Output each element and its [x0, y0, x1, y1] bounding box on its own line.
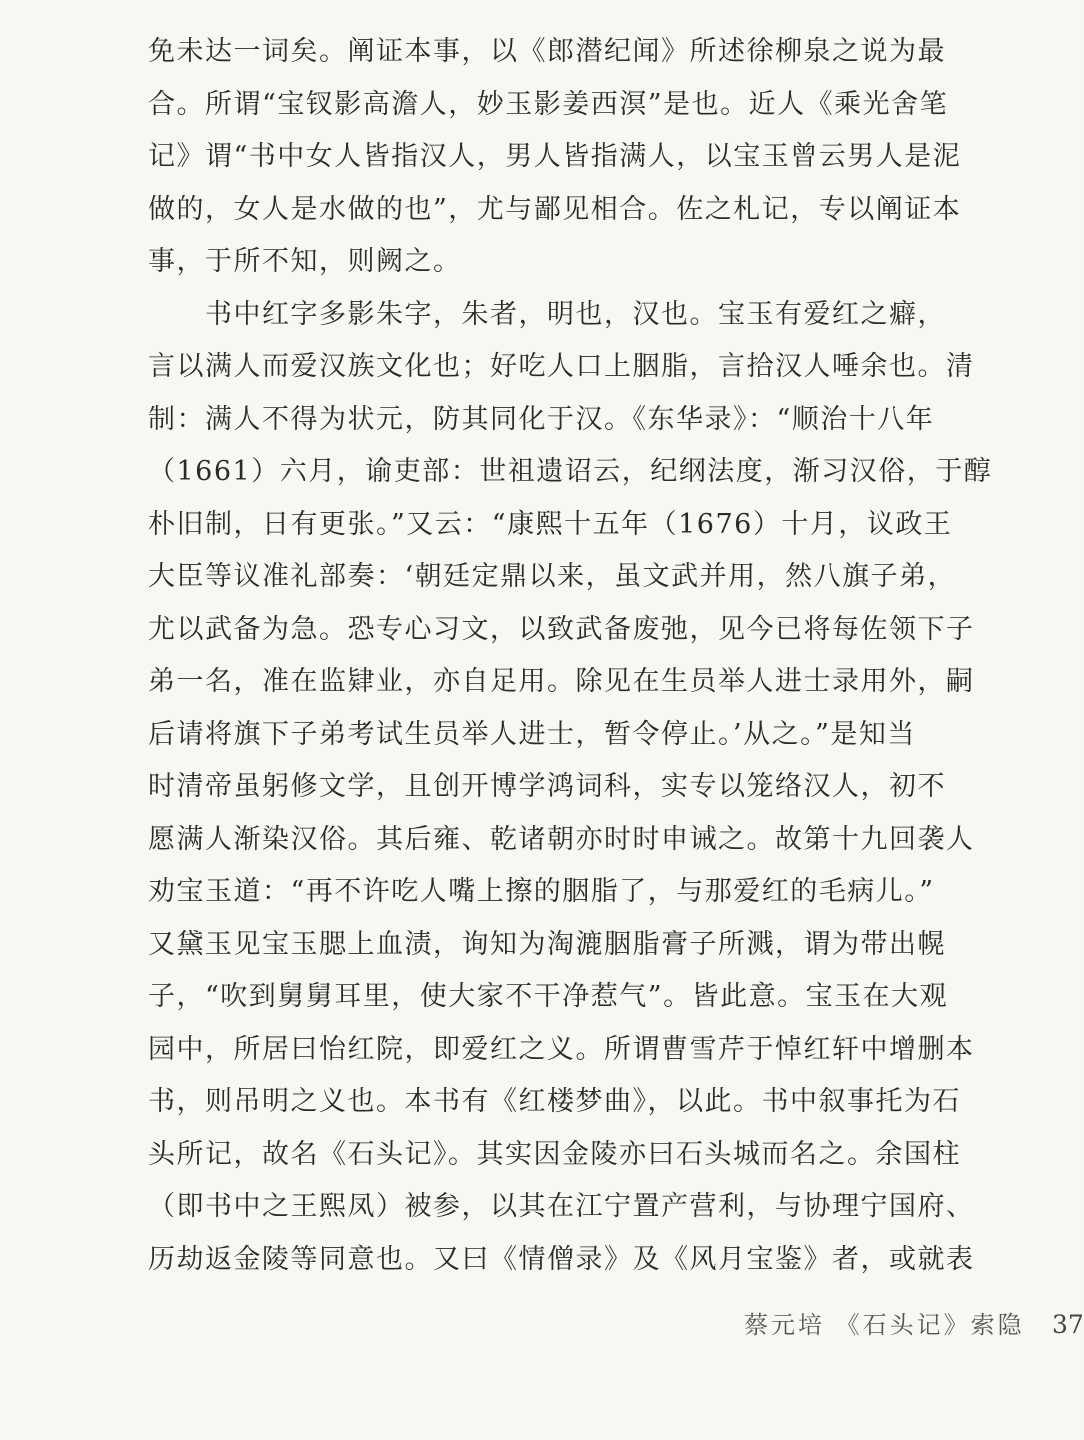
text-line: 做的，女人是水做的也”，尤与鄙见相合。佐之札记，专以阐证本: [148, 193, 962, 225]
text-line: 后请将旗下子弟考试生员举人进士，暂令停止。’从之。”是知当: [148, 718, 916, 750]
text-line: （1661）六月，谕吏部：世祖遗诏云，纪纲法度，渐习汉俗，于醇: [148, 456, 993, 487]
text-line: 书，则吊明之义也。本书有《红楼梦曲》，以此。书中叙事托为石: [148, 1086, 961, 1117]
text-line: 合。所谓“宝钗影高澹人，妙玉影姜西溟”是也。近人《乘光舍笔: [148, 88, 949, 120]
text-line: 制：满人不得为状元，防其同化于汉。《东华录》：“顺治十八年: [148, 403, 935, 435]
page-footer: [744, 1305, 1084, 1345]
text-line: 事，于所不知，则阙之。: [148, 246, 462, 277]
text-line: 弟一名，准在监肄业，亦自足用。除见在生员举人进士录用外，嗣: [148, 666, 975, 697]
text-line: 历劫返金陵等同意也。又曰《情僧录》及《风月宝鉴》者，或就表: [148, 1243, 975, 1275]
running-title: 蔡元培 《石头记》索隐: [744, 1311, 1025, 1339]
text-line: 头所记，故名《石头记》。其实因金陵亦曰石头城而名之。余国柱: [148, 1138, 961, 1170]
text-line: 又黛玉见宝玉腮上血渍，询知为淘漉胭脂膏子所溅，谓为带出幌: [148, 928, 946, 960]
text-line: 书中红字多影朱字，朱者，明也，汉也。宝玉有爱红之癖，: [148, 298, 946, 330]
text-line: 记》谓“书中女人皆指汉人，男人皆指满人，以宝玉曾云男人是泥: [148, 141, 962, 172]
text-line: 尤以武备为急。恐专心习文，以致武备废弛，见今已将每佐领下子: [148, 613, 975, 645]
body-text: [148, 26, 1028, 1286]
page-number: 37: [1052, 1310, 1084, 1339]
text-line: 子，“吹到舅舅耳里，使大家不干净惹气”。皆此意。宝玉在大观: [148, 981, 949, 1012]
text-line: 大臣等议准礼部奏：‘朝廷定鼎以来，虽文武并用，然八旗子弟，: [148, 561, 957, 592]
text-line: 劝宝玉道：“再不许吃人嘴上擦的胭脂了，与那爱红的毛病儿。”: [148, 876, 935, 907]
text-line: 言以满人而爱汉族文化也；好吃人口上胭脂，言拾汉人唾余也。清: [148, 351, 975, 382]
text-line: 时清帝虽躬修文学，且创开博学鸿词科，实专以笼络汉人，初不: [148, 771, 946, 802]
text-line: 朴旧制，日有更张。”又云：“康熙十五年（1676）十月，议政王: [148, 508, 953, 540]
text-line: 免未达一词矣。阐证本事，以《郎潜纪闻》所述徐柳泉之说为最: [148, 36, 946, 67]
text-line: 园中，所居曰怡红院，即爱红之义。所谓曹雪芹于悼红轩中增删本: [148, 1033, 975, 1065]
text-line: 愿满人渐染汉俗。其后雍、乾诸朝亦时时申诫之。故第十九回袭人: [148, 823, 975, 855]
text-line: （即书中之王熙凤）被参，以其在江宁置产营利，与协理宁国府、: [148, 1191, 975, 1222]
